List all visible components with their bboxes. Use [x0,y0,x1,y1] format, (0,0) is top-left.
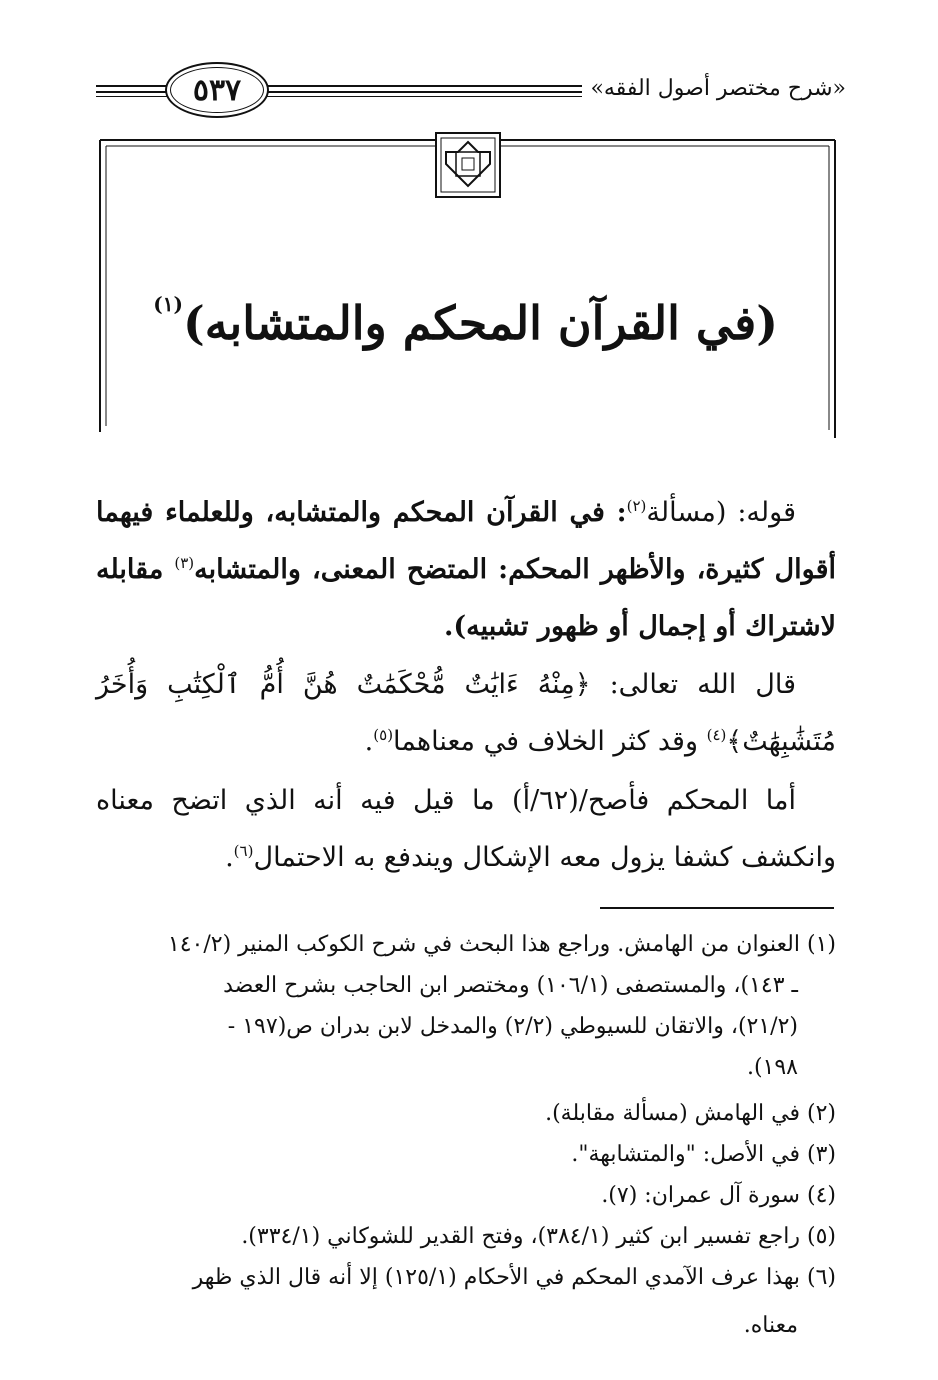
footnote-5: (٥) راجع تفسير ابن كثير (٣٨٤/١)، وفتح القدير للشوكاني (٣٣٤/١). [241,1224,836,1249]
footnote-3: (٣) في الأصل: "والمتشابهة". [571,1142,836,1167]
p1-intro: قوله: (مسألة [646,497,796,528]
p1-note: (٢) [626,497,647,515]
chapter-title-note: (١) [153,292,183,316]
footnote-2: (٢) في الهامش (مسألة مقابلة). [545,1101,836,1126]
chapter-title [153,292,778,350]
p1-note-2: (٣) [174,554,195,572]
footnote-6: (٦) بهذا عرف الآمدي المحكم في الأحكام (١٢٥/١) إلا أنه قال الذي ظهر [192,1265,836,1290]
p1-bold-2: مقابله لاشتراك أو إجمال أو ظهور تشبيه). [96,554,836,642]
running-title: «شرح مختصر أصول الفقه» [582,76,846,101]
p3-note: (٦) [233,842,254,860]
footnote-1-line-3: (٢١/٢)، والاتقان للسيوطي (٢/٢) والمدخل لابن بدران ص(١٩٧ - [227,1014,798,1039]
footnote-1-line-2: ـ ١٤٣)، والمستصفى (١٠٦/١) ومختصر ابن الحاجب بشرح العضد [223,973,798,998]
ornament-icon [436,133,500,197]
p2-quran-verse: قال الله تعالى: ﴿مِنْهُ ءَايَٰتٌ مُّحْكَمَٰتٌ هُنَّ أُمُّ ٱلْكِتَٰبِ وَأُخَرُ مُتَشَٰبِهَٰتٌ﴾ [96,669,836,757]
p3-end: . [225,842,234,873]
p3-text: أما المحكم فأصح/(٦٢/أ) ما قيل فيه أنه الذي اتضح معناه وانكشف كشفا يزول معه الإشكال ويندفع به الاحتمال [96,785,836,873]
title-frame [0,0,938,450]
paragraph-3 [96,772,836,886]
p2-rest: وقد كثر الخلاف في معناهما [393,726,707,757]
p2-note-2: (٥) [373,726,394,744]
footnote-1-line-4: ١٩٨). [746,1055,798,1080]
p2-end: . [364,726,374,757]
page-number: ٥٣٧ [165,62,269,118]
paragraph-1 [96,484,836,655]
footnote-separator [600,907,834,909]
p1-bold-1: : في القرآن المحكم والمتشابه، وللعلماء فيهما أقوال كثيرة، والأظهر المحكم: المتضح المعنى، والمتشابه [96,497,836,585]
footnote-4: (٤) سورة آل عمران: (٧). [601,1183,836,1208]
footnote-6-line-2: معناه. [743,1313,798,1338]
p2-note: (٤) [706,726,727,744]
paragraph-2 [96,656,836,770]
footnote-1: (١) العنوان من الهامش. وراجع هذا البحث في شرح الكوكب المنير (١٤٠/٢ [167,932,836,957]
chapter-title-text: (في القرآن المحكم والمتشابه) [182,296,778,350]
